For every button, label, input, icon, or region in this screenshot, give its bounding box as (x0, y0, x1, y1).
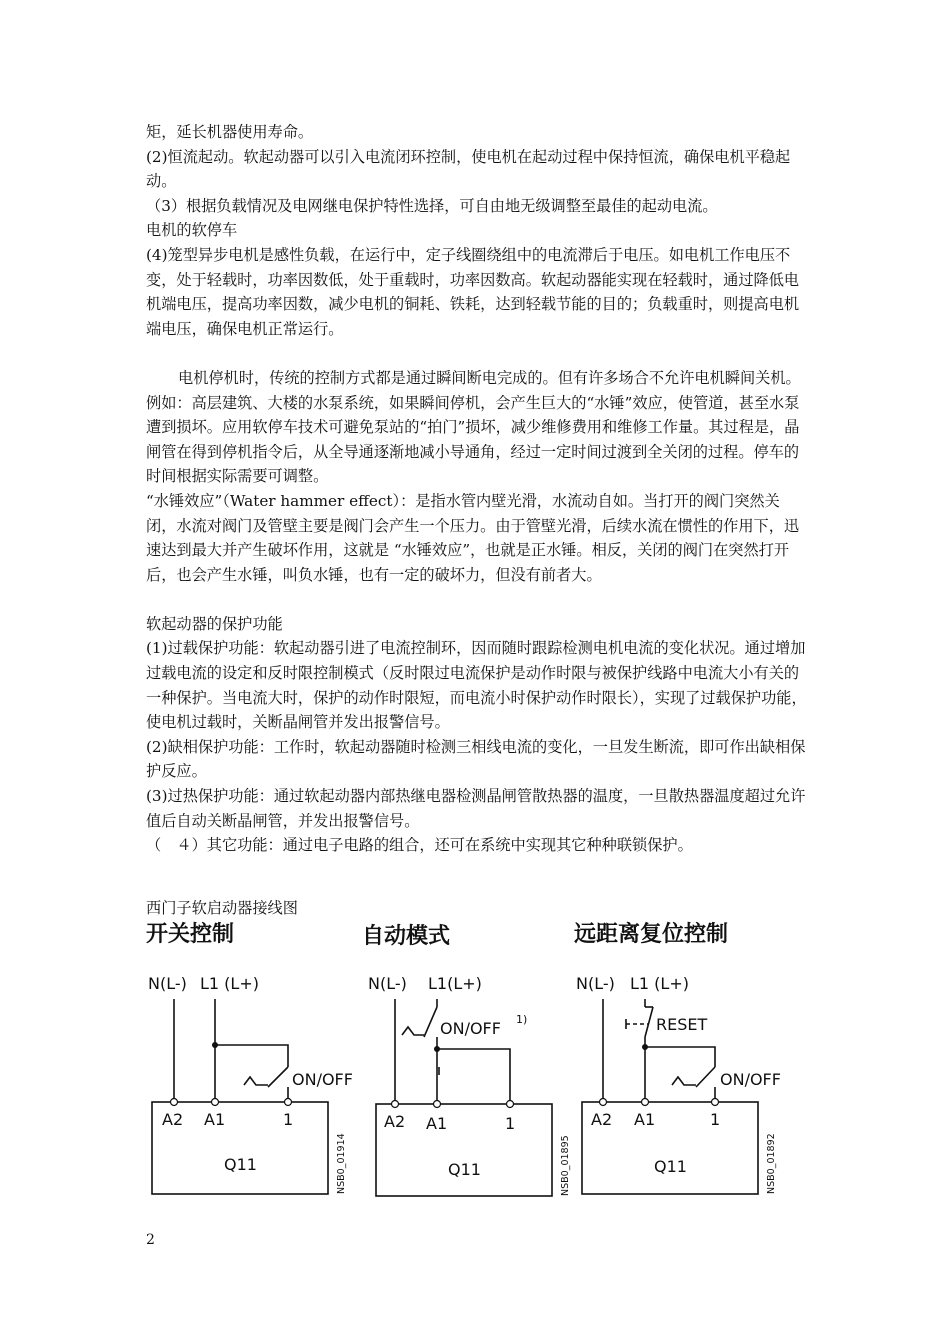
supply-label-left: N(L-) (576, 974, 615, 993)
wire-branch (215, 1045, 288, 1067)
paragraph: （ ４）其它功能：通过电子电路的组合，还可在系统中实现其它种种联锁保护。 (146, 836, 693, 855)
supply-label-left: N(L-) (368, 974, 407, 993)
diagram-caption: 西门子软启动器接线图 (146, 899, 298, 917)
wire-branch (645, 1047, 715, 1067)
paragraph: 电机停机时，传统的控制方式都是通过瞬间断电完成的。但有许多场合不允许电机瞬间关机。例如：高层建筑、大楼的水泵系统，如果瞬间停机，会产生巨大的“水锤”效应，使管道，甚至水泵遭到损坏。应用软停车技术可避免泵站的“拍门”损坏，减少维修费用和维修工作量。其过程是，晶闸管在得到停机指令后，从全导通逐渐地减小导通角，经过一定时间过渡到全关闭的过程。停车的时间根据实际需要可调整。 (146, 368, 801, 486)
terminal-a1 (212, 1099, 219, 1106)
device-label: Q11 (448, 1160, 481, 1179)
terminal-label: A2 (384, 1112, 406, 1131)
panel-title: 远距离复位控制 (574, 922, 729, 947)
terminal-a2 (171, 1099, 178, 1106)
on-off-switch-icon (672, 1067, 715, 1102)
paragraph: （3）根据负载情况及电网继电保护特性选择，可自由地无级调整至最佳的起动电流。 (146, 196, 718, 215)
terminal-label: A1 (204, 1110, 226, 1129)
terminal-label: 1 (505, 1114, 516, 1133)
device-label: Q11 (224, 1155, 257, 1174)
terminal-a1 (434, 1101, 441, 1108)
blank-line (146, 587, 810, 612)
page-number: 2 (146, 1232, 155, 1248)
switch-label: ON/OFF (720, 1070, 781, 1089)
drawing-code: NSB0_01895 (560, 1135, 571, 1196)
terminal-a2 (600, 1099, 607, 1106)
terminal-label: A1 (634, 1110, 656, 1129)
terminal-label: A2 (591, 1110, 613, 1129)
terminal-1 (285, 1099, 292, 1106)
paragraph: (2)缺相保护功能：工作时，软起动器随时检测三相线电流的变化，一旦发生断流，即可作出缺相保护反应。 (146, 737, 806, 781)
panel-auto-mode (362, 924, 571, 1196)
panel-title: 自动模式 (362, 924, 451, 949)
switch-label: ON/OFF (292, 1070, 353, 1089)
on-off-switch-icon (244, 1067, 288, 1102)
paragraph: (4)笼型异步电机是感性负载，在运行中，定子线圈绕组中的电流滞后于电压。如电机工作电压不变，处于轻载时，功率因数低，处于重载时，功率因数高。软起动器能实现在轻载时，通过降低电机端电压，提高功率因数，减少电机的铜耗、铁耗，达到轻载节能的目的；负载重时，则提高电机端电压，确保电机正常运行。 (146, 245, 800, 338)
footnote-mark: 1) (516, 1013, 528, 1026)
body-text (146, 120, 810, 858)
terminal-1 (712, 1099, 719, 1106)
switch-label: ON/OFF (440, 1019, 501, 1038)
reset-pushbutton-icon (626, 1007, 653, 1102)
paragraph: (1)过载保护功能：软起动器引进了电流控制环，因而随时跟踪检测电机电流的变化状况。通过增加过载电流的设定和反时限控制模式（反时限过电流保护是动作时限与被保护线路中电流大小有关的一种保护。当电流大时，保护的动作时限短，而电流小时保护动作时限长），实现了过载保护功能，使电机过载时，关断晶闸管并发出报警信号。 (146, 639, 807, 732)
on-off-switch-icon (402, 1007, 437, 1104)
terminal-label: A1 (426, 1114, 448, 1133)
paragraph: (2)恒流起动。软起动器可以引入电流闭环控制，使电机在起动过程中保持恒流，确保电机平稳起动。 (146, 147, 791, 191)
section-heading: 软起动器的保护功能 (146, 614, 283, 633)
drawing-code: NSB0_01892 (766, 1133, 777, 1194)
supply-label-right: L1 (L+) (630, 974, 689, 993)
reset-label: RESET (656, 1015, 708, 1034)
terminal-label: 1 (710, 1110, 721, 1129)
paragraph: (3)过热保护功能：通过软起动器内部热继电器检测晶闸管散热器的温度，一旦散热器温度超过允许值后自动关断晶闸管，并发出报警信号。 (146, 787, 806, 830)
paragraph: 矩，延长机器使用寿命。 (146, 123, 314, 141)
supply-label-right: L1(L+) (428, 974, 482, 993)
terminal-1 (507, 1101, 514, 1108)
paragraph: “水锤效应”（Water hammer effect）：是指水管内壁光滑，水流动自如。当打开的阀门突然关闭，水流对阀门及管壁主要是阀门会产生一个压力。由于管壁光滑，后续水流在惯性的作用下，迅速达到最大并产生破坏作用，这就是 “水锤效应”，也就是正水锤。相反，关闭的阀门在突然打开后，也会产生水锤，叫负水锤，也有一定的破坏力，但没有前者大。 (146, 491, 800, 584)
supply-label-left: N(L-) (148, 974, 187, 993)
terminal-a1 (642, 1099, 649, 1106)
device-label: Q11 (654, 1157, 687, 1176)
section-heading: 电机的软停车 (146, 221, 238, 240)
panel-switch-control (146, 921, 353, 1194)
terminal-label: 1 (283, 1110, 294, 1129)
panel-title: 开关控制 (146, 922, 235, 947)
wiring-diagram (140, 915, 810, 1205)
supply-label-right: L1 (L+) (200, 974, 259, 993)
terminal-a2 (392, 1101, 399, 1108)
blank-line (146, 341, 810, 366)
panel-remote-reset (574, 921, 781, 1194)
wire-branch (437, 1049, 510, 1104)
terminal-label: A2 (162, 1110, 184, 1129)
drawing-code: NSB0_01914 (336, 1133, 347, 1194)
